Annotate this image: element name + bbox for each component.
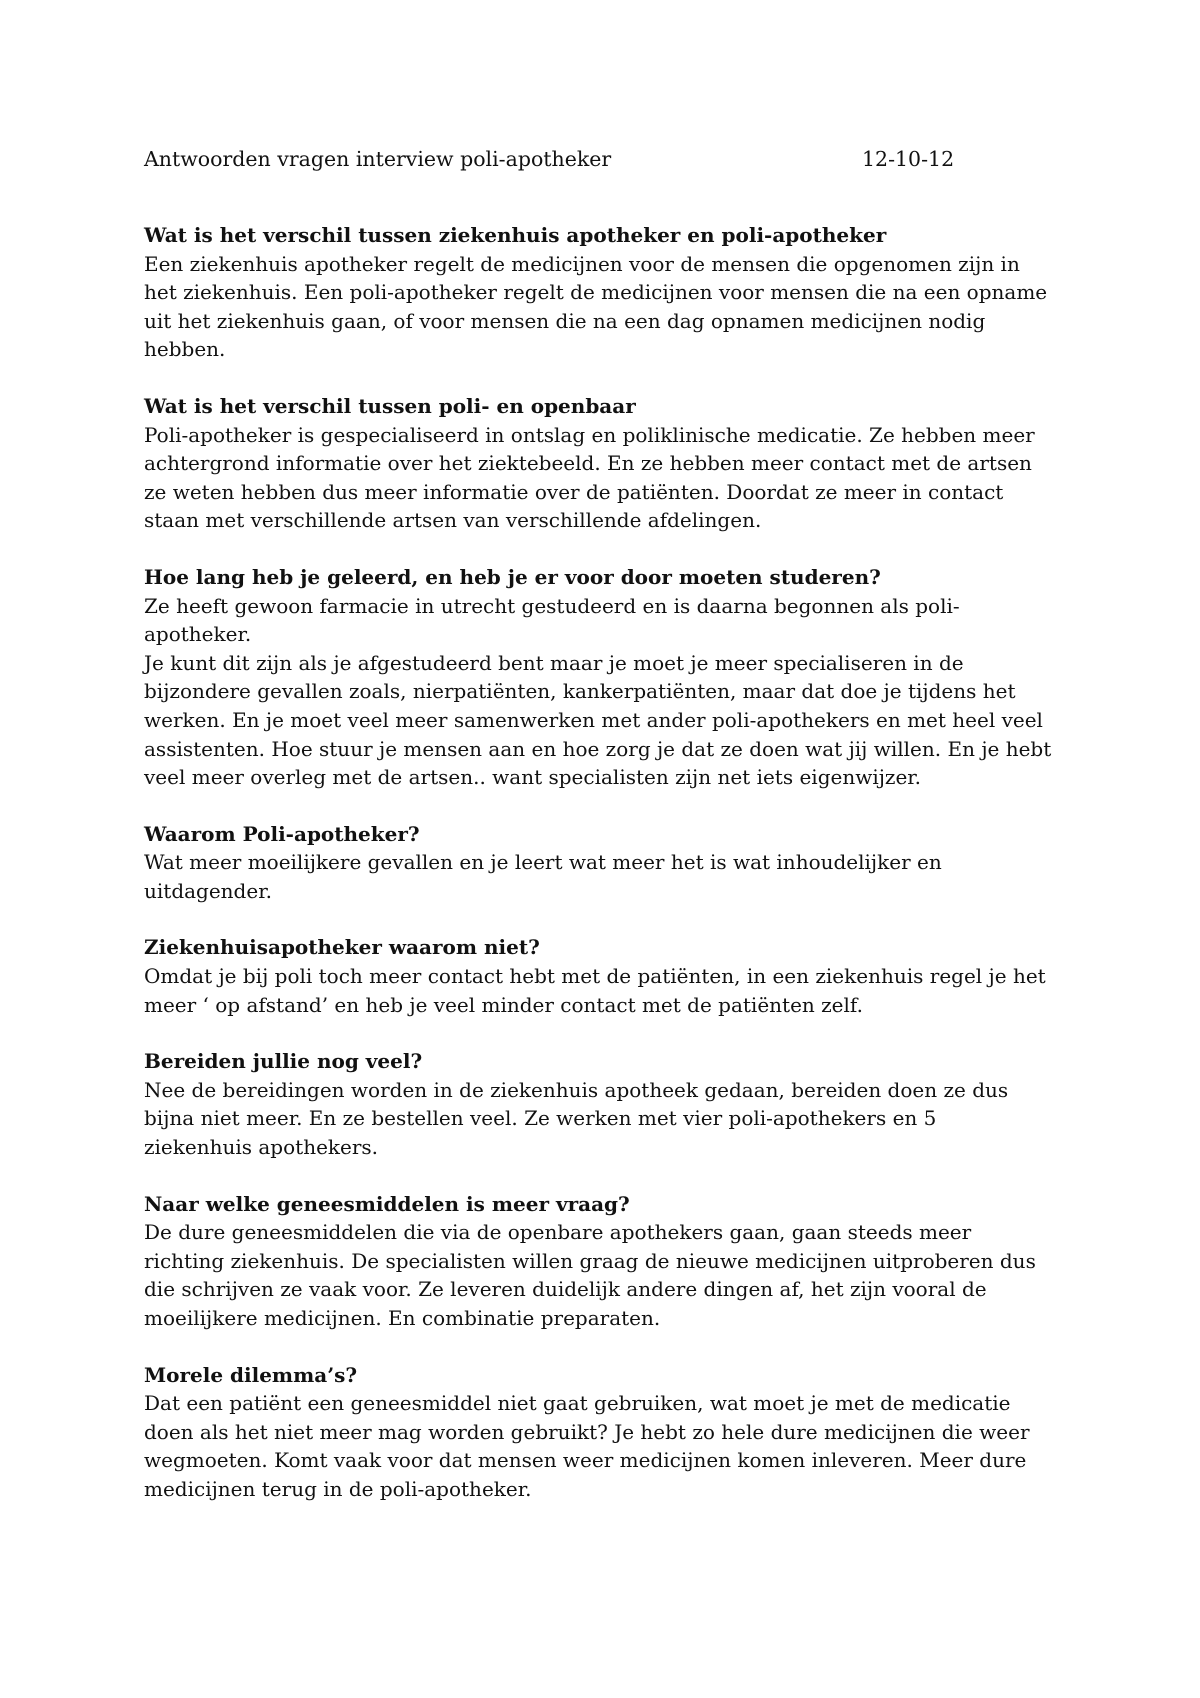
qa-section-4: [144, 820, 1084, 906]
answer-line: die schrijven ze vaak voor. Ze leveren duidelijk andere dingen af, het zijn vooral de: [144, 1277, 987, 1302]
answer-line: doen als het niet meer mag worden gebruikt? Je hebt zo hele dure medicijnen die weer: [144, 1419, 1030, 1444]
question-heading: Naar welke geneesmiddelen is meer vraag?: [144, 1191, 630, 1216]
answer-line: veel meer overleg met de artsen.. want specialisten zijn net iets eigenwijzer.: [144, 765, 922, 790]
answer-line: uit het ziekenhuis gaan, of voor mensen die na een dag opnamen medicijnen nodig: [144, 308, 986, 333]
answer-line: ze weten hebben dus meer informatie over de patiënten. Doordat ze meer in contact: [144, 479, 1004, 504]
answer-line: De dure geneesmiddelen die via de openbare apothekers gaan, gaan steeds meer: [144, 1220, 972, 1245]
answer-line: wegmoeten. Komt vaak voor dat mensen weer medicijnen komen inleveren. Meer dure: [144, 1448, 1027, 1473]
answer-line: Poli-apotheker is gespecialiseerd in ontslag en poliklinische medicatie. Ze hebben meer: [144, 422, 1035, 447]
question-heading: Hoe lang heb je geleerd, en heb je er voor door moeten studeren?: [144, 564, 881, 589]
answer-line: uitdagender.: [144, 878, 272, 903]
qa-section-7: [144, 1190, 1084, 1333]
answer-line: Een ziekenhuis apotheker regelt de medicijnen voor de mensen die opgenomen zijn in: [144, 251, 1020, 276]
answer-line: meer ‘ op afstand’ en heb je veel minder contact met de patiënten zelf.: [144, 992, 863, 1017]
qa-section-1: [144, 221, 1084, 364]
answer-line: Dat een patiënt een geneesmiddel niet gaat gebruiken, wat moet je met de medicatie: [144, 1391, 1011, 1416]
question-heading: Bereiden jullie nog veel?: [144, 1049, 423, 1074]
answer-line: hebben.: [144, 337, 226, 362]
answer-line: medicijnen terug in de poli-apotheker.: [144, 1476, 532, 1501]
answer-line: achtergrond informatie over het ziektebeeld. En ze hebben meer contact met de artsen: [144, 451, 1032, 476]
question-heading: Ziekenhuisapotheker waarom niet?: [144, 935, 540, 960]
answer-line: het ziekenhuis. Een poli-apotheker regelt de medicijnen voor mensen die na een opname: [144, 280, 1048, 305]
answer-line: bijzondere gevallen zoals, nierpatiënten, kankerpatiënten, maar dat doe je tijdens het: [144, 679, 1016, 704]
answer-line: werken. En je moet veel meer samenwerken met ander poli-apothekers en met heel veel: [144, 707, 1043, 732]
question-heading: Waarom Poli-apotheker?: [144, 821, 420, 846]
answer-line: staan met verschillende artsen van verschillende afdelingen.: [144, 508, 762, 533]
answer-line: Je kunt dit zijn als je afgestudeerd bent maar je moet je meer specialiseren in de: [144, 650, 964, 675]
question-heading: Morele dilemma’s?: [144, 1362, 358, 1387]
qa-section-3: [144, 563, 1084, 792]
qa-section-8: [144, 1361, 1084, 1504]
answer-line: apotheker.: [144, 622, 252, 647]
answer-line: Ze heeft gewoon farmacie in utrecht gestudeerd en is daarna begonnen als poli-: [144, 593, 960, 618]
question-heading: Wat is het verschil tussen poli- en openbaar: [144, 393, 636, 418]
answer-line: Nee de bereidingen worden in de ziekenhuis apotheek gedaan, bereiden doen ze dus: [144, 1077, 1009, 1102]
answer-line: Omdat je bij poli toch meer contact hebt met de patiënten, in een ziekenhuis regel je het: [144, 964, 1046, 989]
qa-section-5: [144, 933, 1084, 1019]
document-page: [144, 145, 1084, 1532]
answer-line: bijna niet meer. En ze bestellen veel. Ze werken met vier poli-apothekers en 5: [144, 1106, 937, 1131]
document-title: Antwoorden vragen interview poli-apotheker: [144, 147, 612, 171]
qa-section-6: [144, 1047, 1084, 1161]
answer-line: ziekenhuis apothekers.: [144, 1135, 379, 1160]
answer-line: moeilijkere medicijnen. En combinatie preparaten.: [144, 1306, 661, 1330]
answer-line: Wat meer moeilijkere gevallen en je leert wat meer het is wat inhoudelijker en: [144, 850, 942, 875]
qa-section-2: [144, 392, 1084, 535]
document-date: 12-10-12: [862, 147, 955, 171]
answer-line: assistenten. Hoe stuur je mensen aan en hoe zorg je dat ze doen wat jij willen. En je hebt: [144, 736, 1052, 761]
answer-line: richting ziekenhuis. De specialisten willen graag de nieuwe medicijnen uitproberen dus: [144, 1248, 1036, 1273]
document-header: [144, 145, 1084, 175]
question-heading: Wat is het verschil tussen ziekenhuis apotheker en poli-apotheker: [144, 223, 887, 247]
